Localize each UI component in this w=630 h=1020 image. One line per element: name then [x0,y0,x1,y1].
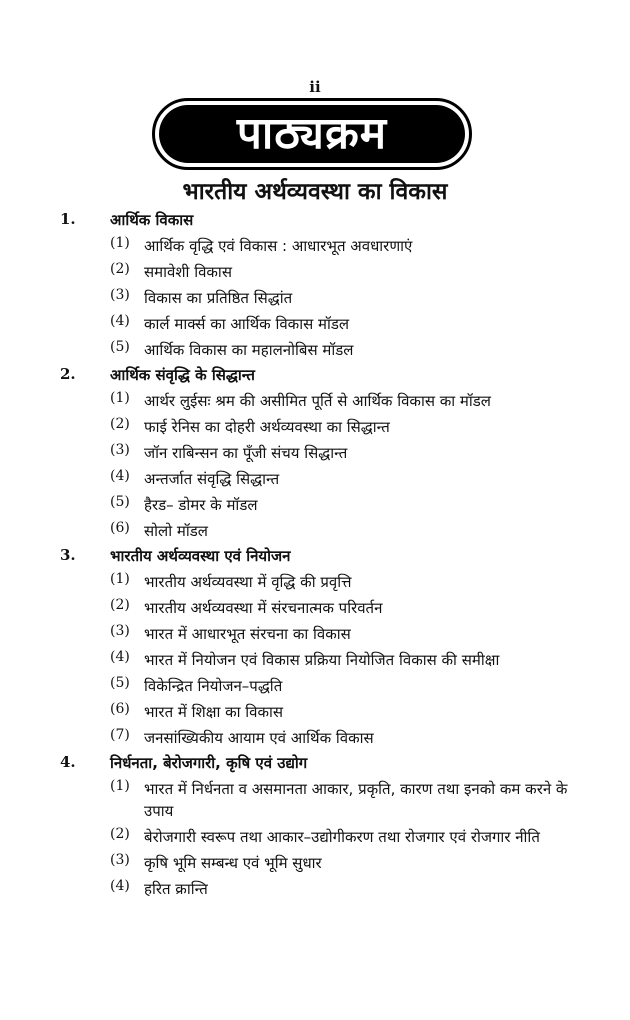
topic-number: (2) [110,416,130,432]
unit-number: 2. [60,365,76,383]
unit-title: आर्थिक विकास [110,211,194,229]
topic-item [0,878,630,904]
topic-number: (4) [110,468,130,484]
topic-number: (3) [110,852,130,868]
topic-item [0,571,630,597]
topic-number: (5) [110,675,130,691]
topic-text: अन्तर्जात संवृद्धि सिद्धान्त [144,470,280,488]
topic-item [0,235,630,261]
subject-subtitle: भारतीय अर्थव्यवस्था का विकास [182,179,448,205]
page-number: ii [309,78,321,96]
topic-number: (4) [110,878,130,894]
topic-text: हैरड– डोमर के मॉडल [144,496,258,514]
title-banner-fill [159,105,465,163]
topic-text: भारत में नियोजन एवं विकास प्रक्रिया नियोजित विकास की समीक्षा [144,651,500,669]
topic-text: जॉन राबिन्सन का पूँजी संचय सिद्धान्त [144,444,348,462]
topic-text: बेरोजगारी स्वरूप तथा आकार–उद्योगीकरण तथा रोजगार एवं रोजगार नीति [144,828,540,846]
topic-item [0,675,630,701]
topic-item [0,852,630,878]
topic-text: विकास का प्रतिष्ठित सिद्धांत [144,289,293,307]
unit-title: भारतीय अर्थव्यवस्था एवं नियोजन [110,547,291,565]
unit-number: 3. [60,546,76,564]
topic-item [0,287,630,313]
topic-item [0,597,630,623]
unit-title: आर्थिक संवृद्धि के सिद्धान्त [110,366,255,384]
topic-number: (4) [110,649,130,665]
topic-item [0,390,630,416]
topic-item [0,261,630,287]
unit-heading [0,365,630,390]
topic-item [0,494,630,520]
topic-text: आर्थिक वृद्धि एवं विकास : आधारभूत अवधारणाएं [144,237,413,255]
topic-text: फाई रेनिस का दोहरी अर्थव्यवस्था का सिद्धान्त [144,418,390,436]
topic-number: (1) [110,235,130,251]
topic-number: (1) [110,390,130,406]
topic-text: विकेन्द्रित नियोजन–पद्धति [144,677,283,695]
topic-item [0,416,630,442]
unit-number: 4. [60,753,76,771]
topic-text: कार्ल मार्क्स का आर्थिक विकास मॉडल [144,315,350,333]
topic-number: (5) [110,494,130,510]
topic-text: जनसांख्यिकीय आयाम एवं आर्थिक विकास [144,729,374,747]
topic-item [0,468,630,494]
topic-text: हरित क्रान्ति [144,880,208,898]
topic-item [0,649,630,675]
title-banner [152,98,472,170]
topic-text: भारत में आधारभूत संरचना का विकास [144,625,351,643]
topic-number: (1) [110,778,130,794]
unit-title: निर्धनता, बेरोजगारी, कृषि एवं उद्योग [110,754,308,772]
topic-number: (3) [110,623,130,639]
topic-item [0,623,630,649]
topic-number: (3) [110,442,130,458]
topic-number: (6) [110,520,130,536]
topic-number: (2) [110,597,130,613]
topic-item [0,520,630,546]
topic-number: (2) [110,261,130,277]
syllabus-list [0,210,630,904]
topic-text: कृषि भूमि सम्बन्ध एवं भूमि सुधार [144,854,322,872]
topic-text: आर्थिक विकास का महालनोबिस मॉडल [144,341,354,359]
unit-number: 1. [60,210,76,228]
topic-number: (1) [110,571,130,587]
topic-text: समावेशी विकास [144,263,232,281]
topic-text: भारत में शिक्षा का विकास [144,703,284,721]
topic-text: आर्थर लुईसः श्रम की असीमित पूर्ति से आर्थिक विकास का मॉडल [144,392,491,410]
topic-number: (5) [110,339,130,355]
topic-text: भारतीय अर्थव्यवस्था में वृद्धि की प्रवृत्ति [144,573,352,591]
topic-item [0,339,630,365]
topic-item [0,442,630,468]
topic-number: (4) [110,313,130,329]
topic-number: (6) [110,701,130,717]
topic-item [0,778,630,826]
topic-text: भारत में निर्धनता व असमानता आकार, प्रकृति, कारण तथा इनको कम करने के उपाय [144,780,568,820]
unit-heading [0,753,630,778]
unit-heading [0,210,630,235]
topic-item [0,701,630,727]
unit-heading [0,546,630,571]
topic-text: सोलो मॉडल [144,522,208,540]
topic-number: (3) [110,287,130,303]
topic-text: भारतीय अर्थव्यवस्था में संरचनात्मक परिवर्तन [144,599,383,617]
topic-item [0,826,630,852]
topic-item [0,727,630,753]
topic-number: (2) [110,826,130,842]
topic-item [0,313,630,339]
topic-number: (7) [110,727,130,743]
banner-title: पाठ्यक्रम [236,108,388,159]
